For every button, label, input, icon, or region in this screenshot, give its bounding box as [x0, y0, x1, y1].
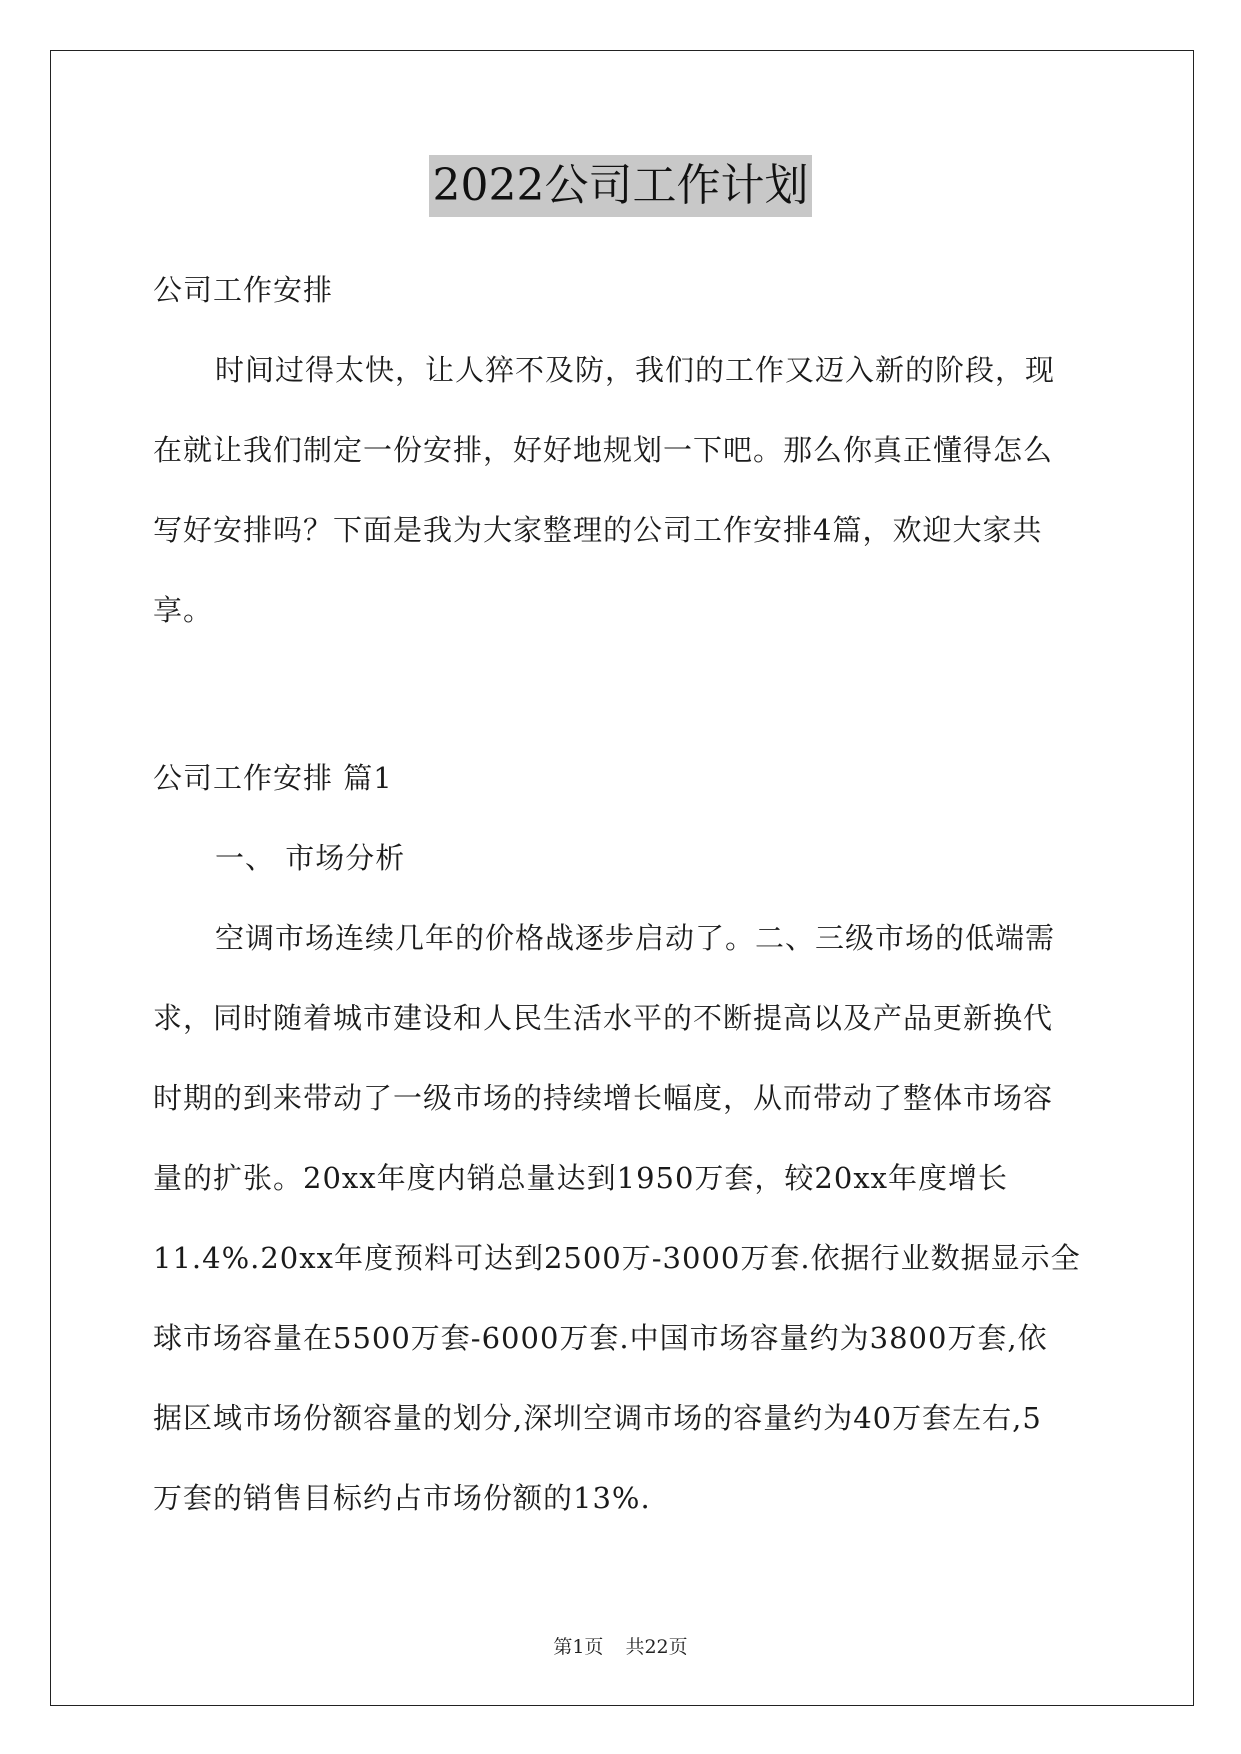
intro-line-1: 时间过得太快，让人猝不及防，我们的工作又迈入新的阶段，现	[215, 353, 1056, 387]
page-footer	[0, 1632, 1241, 1659]
intro-line-4: 享。	[153, 593, 214, 627]
section-heading: 公司工作安排 篇1	[153, 761, 393, 795]
body-line-4: 量的扩张。20xx年度内销总量达到1950万套，较20xx年度增长	[153, 1161, 1009, 1195]
body-line-8: 万套的销售目标约占市场份额的13%.	[153, 1481, 651, 1515]
main-heading: 公司工作安排	[153, 273, 334, 307]
page-number: 第1页	[553, 1636, 604, 1658]
page-total: 共22页	[625, 1636, 688, 1658]
document-title: 2022公司工作计划	[429, 155, 813, 217]
body-line-5: 11.4%.20xx年度预料可达到2500万-3000万套.依据行业数据显示全	[153, 1241, 1081, 1275]
subheading: 一、 市场分析	[215, 841, 406, 875]
body-line-1: 空调市场连续几年的价格战逐步启动了。二、三级市场的低端需	[215, 921, 1056, 955]
body-line-2: 求，同时随着城市建设和人民生活水平的不断提高以及产品更新换代	[153, 1001, 1054, 1035]
body-line-3: 时期的到来带动了一级市场的持续增长幅度，从而带动了整体市场容	[153, 1081, 1054, 1115]
intro-line-3: 写好安排吗？下面是我为大家整理的公司工作安排4篇，欢迎大家共	[153, 513, 1043, 547]
title-wrap	[0, 155, 1241, 217]
body-line-7: 据区域市场份额容量的划分,深圳空调市场的容量约为40万套左右,5	[153, 1401, 1042, 1435]
intro-line-2: 在就让我们制定一份安排，好好地规划一下吧。那么你真正懂得怎么	[153, 433, 1054, 467]
body-line-6: 球市场容量在5500万套-6000万套.中国市场容量约为3800万套,依	[153, 1321, 1048, 1355]
